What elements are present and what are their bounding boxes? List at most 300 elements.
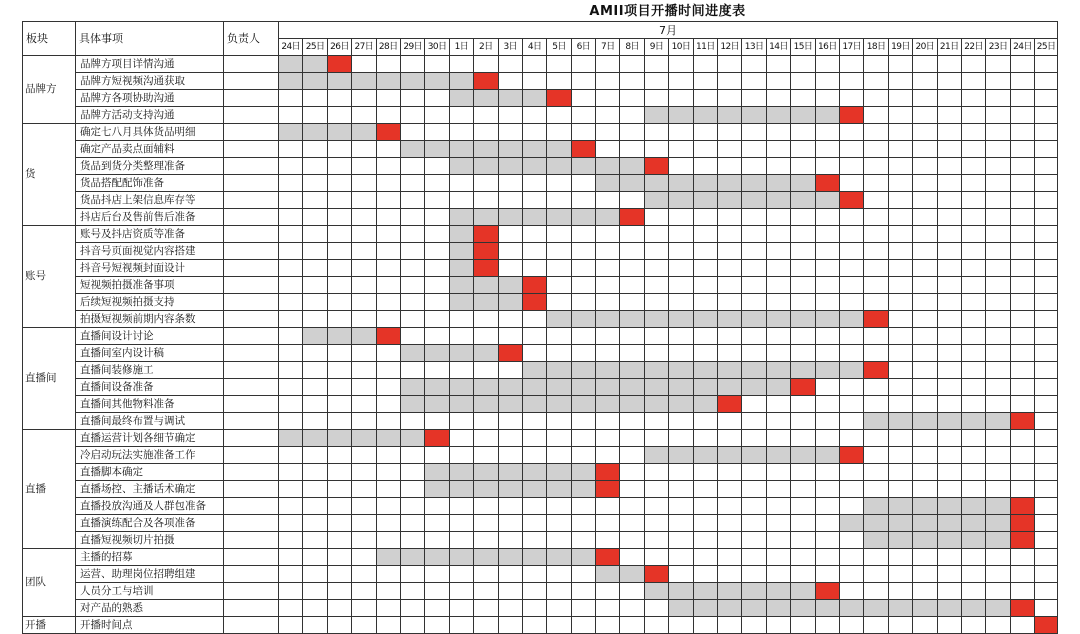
day-cell xyxy=(839,464,863,481)
day-cell xyxy=(815,345,839,362)
progress-cell xyxy=(547,549,571,566)
day-cell xyxy=(644,141,668,158)
day-cell xyxy=(961,175,985,192)
progress-cell xyxy=(498,549,522,566)
day-cell xyxy=(425,566,449,583)
day-cell xyxy=(742,413,766,430)
day-cell xyxy=(1010,294,1034,311)
progress-cell xyxy=(620,175,644,192)
day-cell xyxy=(547,124,571,141)
progress-cell xyxy=(937,532,961,549)
milestone-cell xyxy=(596,481,620,498)
task-row xyxy=(23,379,1058,396)
day-cell xyxy=(425,532,449,549)
task-name: 人员分工与培训 xyxy=(76,583,224,600)
day-cell xyxy=(425,413,449,430)
day-cell xyxy=(644,328,668,345)
day-cell xyxy=(791,396,815,413)
owner-cell xyxy=(224,294,279,311)
day-cell xyxy=(937,464,961,481)
day-cell xyxy=(474,124,498,141)
section-label: 货 xyxy=(23,124,76,226)
day-cell xyxy=(742,566,766,583)
day-header: 1日 xyxy=(449,39,473,56)
day-cell xyxy=(986,583,1010,600)
day-cell xyxy=(498,583,522,600)
day-cell xyxy=(986,90,1010,107)
task-row xyxy=(23,158,1058,175)
day-cell xyxy=(913,345,937,362)
day-cell xyxy=(474,600,498,617)
day-cell xyxy=(547,294,571,311)
day-cell xyxy=(547,107,571,124)
progress-cell xyxy=(669,107,693,124)
day-cell xyxy=(864,379,888,396)
day-cell xyxy=(498,328,522,345)
day-cell xyxy=(693,124,717,141)
day-cell xyxy=(352,362,376,379)
progress-cell xyxy=(913,498,937,515)
day-cell xyxy=(596,600,620,617)
day-cell xyxy=(937,260,961,277)
day-cell xyxy=(498,73,522,90)
day-cell xyxy=(961,107,985,124)
day-cell xyxy=(279,260,303,277)
progress-cell xyxy=(864,515,888,532)
day-cell xyxy=(961,583,985,600)
day-cell xyxy=(961,549,985,566)
day-cell xyxy=(303,617,327,634)
progress-cell xyxy=(547,362,571,379)
day-cell xyxy=(815,464,839,481)
progress-cell xyxy=(596,566,620,583)
day-cell xyxy=(498,226,522,243)
day-cell xyxy=(913,141,937,158)
day-cell xyxy=(376,345,400,362)
progress-cell xyxy=(571,362,595,379)
day-cell xyxy=(596,107,620,124)
day-cell xyxy=(766,430,790,447)
day-cell xyxy=(937,124,961,141)
progress-cell xyxy=(425,481,449,498)
day-cell xyxy=(400,413,424,430)
day-cell xyxy=(766,209,790,226)
day-cell xyxy=(571,345,595,362)
day-header: 28日 xyxy=(376,39,400,56)
day-cell xyxy=(279,447,303,464)
day-cell xyxy=(839,498,863,515)
milestone-cell xyxy=(522,294,546,311)
day-cell xyxy=(839,430,863,447)
day-cell xyxy=(303,192,327,209)
day-cell xyxy=(986,226,1010,243)
milestone-cell xyxy=(474,73,498,90)
day-cell xyxy=(400,532,424,549)
day-cell xyxy=(400,124,424,141)
day-cell xyxy=(693,277,717,294)
owner-cell xyxy=(224,56,279,73)
day-cell xyxy=(1035,158,1058,175)
progress-cell xyxy=(888,498,912,515)
progress-cell xyxy=(766,362,790,379)
day-cell xyxy=(888,141,912,158)
day-cell xyxy=(1010,464,1034,481)
day-cell xyxy=(839,617,863,634)
day-cell xyxy=(937,345,961,362)
progress-cell xyxy=(693,379,717,396)
day-cell xyxy=(864,260,888,277)
task-name: 品牌方活动支持沟通 xyxy=(76,107,224,124)
day-cell xyxy=(400,107,424,124)
day-cell xyxy=(1035,498,1058,515)
day-cell xyxy=(1010,260,1034,277)
day-cell xyxy=(571,515,595,532)
day-cell xyxy=(303,549,327,566)
day-cell xyxy=(596,328,620,345)
progress-cell xyxy=(522,396,546,413)
day-cell xyxy=(742,617,766,634)
task-row xyxy=(23,430,1058,447)
day-cell xyxy=(279,328,303,345)
progress-cell xyxy=(596,209,620,226)
day-cell xyxy=(474,566,498,583)
day-cell xyxy=(449,362,473,379)
day-cell xyxy=(644,515,668,532)
progress-cell xyxy=(596,362,620,379)
progress-cell xyxy=(376,430,400,447)
day-cell xyxy=(693,260,717,277)
day-cell xyxy=(669,481,693,498)
day-cell xyxy=(400,243,424,260)
day-cell xyxy=(888,311,912,328)
day-header: 10日 xyxy=(669,39,693,56)
progress-cell xyxy=(669,600,693,617)
day-cell xyxy=(937,396,961,413)
day-cell xyxy=(547,413,571,430)
day-cell xyxy=(1010,243,1034,260)
day-cell xyxy=(620,192,644,209)
progress-cell xyxy=(620,311,644,328)
day-cell xyxy=(644,498,668,515)
day-cell xyxy=(693,328,717,345)
day-cell xyxy=(620,328,644,345)
milestone-cell xyxy=(1010,515,1034,532)
progress-cell xyxy=(400,345,424,362)
day-cell xyxy=(864,549,888,566)
day-cell xyxy=(596,583,620,600)
day-cell xyxy=(425,600,449,617)
day-cell xyxy=(547,515,571,532)
task-name: 开播时间点 xyxy=(76,617,224,634)
day-cell xyxy=(669,124,693,141)
progress-cell xyxy=(766,175,790,192)
progress-cell xyxy=(400,141,424,158)
day-cell xyxy=(791,345,815,362)
day-cell xyxy=(400,515,424,532)
day-cell xyxy=(327,107,351,124)
progress-cell xyxy=(620,158,644,175)
progress-cell xyxy=(742,600,766,617)
day-cell xyxy=(986,311,1010,328)
progress-cell xyxy=(547,464,571,481)
day-cell xyxy=(766,141,790,158)
progress-cell xyxy=(766,600,790,617)
day-header: 2日 xyxy=(474,39,498,56)
day-cell xyxy=(620,107,644,124)
day-cell xyxy=(352,107,376,124)
progress-cell xyxy=(644,192,668,209)
progress-cell xyxy=(718,107,742,124)
task-row xyxy=(23,311,1058,328)
day-cell xyxy=(864,277,888,294)
day-cell xyxy=(327,345,351,362)
day-cell xyxy=(352,583,376,600)
day-cell xyxy=(766,617,790,634)
day-cell xyxy=(620,549,644,566)
progress-cell xyxy=(474,209,498,226)
day-cell xyxy=(937,175,961,192)
day-cell xyxy=(279,515,303,532)
task-name: 直播脚本确定 xyxy=(76,464,224,481)
owner-cell xyxy=(224,243,279,260)
day-cell xyxy=(376,532,400,549)
day-cell xyxy=(279,481,303,498)
day-cell xyxy=(498,243,522,260)
day-cell xyxy=(279,277,303,294)
task-name: 账号及抖店资质等准备 xyxy=(76,226,224,243)
day-cell xyxy=(303,107,327,124)
day-cell xyxy=(327,158,351,175)
day-cell xyxy=(986,260,1010,277)
task-name: 主播的招募 xyxy=(76,549,224,566)
day-header: 23日 xyxy=(986,39,1010,56)
day-cell xyxy=(961,362,985,379)
progress-cell xyxy=(815,447,839,464)
day-cell xyxy=(913,158,937,175)
day-cell xyxy=(669,413,693,430)
day-cell xyxy=(986,175,1010,192)
day-cell xyxy=(864,226,888,243)
progress-cell xyxy=(791,192,815,209)
day-cell xyxy=(547,566,571,583)
day-cell xyxy=(352,175,376,192)
day-cell xyxy=(279,175,303,192)
progress-cell xyxy=(449,549,473,566)
day-cell xyxy=(498,515,522,532)
day-cell xyxy=(986,464,1010,481)
day-cell xyxy=(669,515,693,532)
day-cell xyxy=(449,175,473,192)
progress-cell xyxy=(644,396,668,413)
day-cell xyxy=(352,566,376,583)
progress-cell xyxy=(498,158,522,175)
day-cell xyxy=(888,362,912,379)
owner-cell xyxy=(224,175,279,192)
day-cell xyxy=(279,413,303,430)
progress-cell xyxy=(961,515,985,532)
day-cell xyxy=(766,277,790,294)
progress-cell xyxy=(498,481,522,498)
day-cell xyxy=(522,515,546,532)
day-cell xyxy=(815,277,839,294)
day-cell xyxy=(474,583,498,600)
task-name: 直播间其他物料准备 xyxy=(76,396,224,413)
day-cell xyxy=(1035,226,1058,243)
day-cell xyxy=(303,277,327,294)
day-cell xyxy=(547,498,571,515)
day-cell xyxy=(766,345,790,362)
task-row xyxy=(23,73,1058,90)
progress-cell xyxy=(474,158,498,175)
day-cell xyxy=(815,430,839,447)
day-cell xyxy=(937,481,961,498)
day-cell xyxy=(791,73,815,90)
progress-cell xyxy=(986,413,1010,430)
day-cell xyxy=(669,617,693,634)
milestone-cell xyxy=(498,345,522,362)
progress-cell xyxy=(669,192,693,209)
progress-cell xyxy=(864,498,888,515)
progress-cell xyxy=(474,141,498,158)
day-cell xyxy=(669,464,693,481)
progress-cell xyxy=(644,175,668,192)
progress-cell xyxy=(693,600,717,617)
day-cell xyxy=(913,124,937,141)
day-cell xyxy=(596,56,620,73)
day-cell xyxy=(327,209,351,226)
day-cell xyxy=(571,73,595,90)
progress-cell xyxy=(474,379,498,396)
day-cell xyxy=(718,209,742,226)
milestone-cell xyxy=(1035,617,1058,634)
progress-cell xyxy=(571,311,595,328)
day-cell xyxy=(1035,328,1058,345)
day-cell xyxy=(693,73,717,90)
day-cell xyxy=(718,464,742,481)
day-cell xyxy=(791,532,815,549)
day-cell xyxy=(1035,481,1058,498)
day-cell xyxy=(352,600,376,617)
day-cell xyxy=(376,396,400,413)
progress-cell xyxy=(571,481,595,498)
day-cell xyxy=(693,515,717,532)
day-header: 19日 xyxy=(888,39,912,56)
day-cell xyxy=(596,73,620,90)
day-cell xyxy=(986,566,1010,583)
day-header: 27日 xyxy=(352,39,376,56)
day-cell xyxy=(913,311,937,328)
day-cell xyxy=(644,413,668,430)
progress-cell xyxy=(937,600,961,617)
day-cell xyxy=(522,532,546,549)
progress-cell xyxy=(937,498,961,515)
day-cell xyxy=(449,430,473,447)
day-cell xyxy=(766,243,790,260)
milestone-cell xyxy=(571,141,595,158)
day-cell xyxy=(596,243,620,260)
owner-cell xyxy=(224,277,279,294)
day-cell xyxy=(376,226,400,243)
section-label: 直播 xyxy=(23,430,76,549)
day-cell xyxy=(449,192,473,209)
day-cell xyxy=(1010,311,1034,328)
day-cell xyxy=(986,617,1010,634)
day-cell xyxy=(766,90,790,107)
progress-cell xyxy=(547,209,571,226)
day-cell xyxy=(693,566,717,583)
header-row-1 xyxy=(23,22,1058,39)
day-cell xyxy=(1010,447,1034,464)
progress-cell xyxy=(425,396,449,413)
day-header: 24日 xyxy=(1010,39,1034,56)
day-cell xyxy=(718,73,742,90)
progress-cell xyxy=(791,175,815,192)
day-cell xyxy=(815,260,839,277)
day-cell xyxy=(913,243,937,260)
day-cell xyxy=(1035,515,1058,532)
day-cell xyxy=(718,226,742,243)
day-cell xyxy=(522,413,546,430)
day-cell xyxy=(1035,464,1058,481)
day-cell xyxy=(986,107,1010,124)
day-cell xyxy=(279,396,303,413)
day-cell xyxy=(620,413,644,430)
day-cell xyxy=(791,498,815,515)
day-cell xyxy=(742,73,766,90)
day-cell xyxy=(498,430,522,447)
day-cell xyxy=(815,141,839,158)
day-cell xyxy=(303,566,327,583)
day-cell xyxy=(1035,243,1058,260)
progress-cell xyxy=(303,124,327,141)
day-cell xyxy=(571,430,595,447)
day-cell xyxy=(376,209,400,226)
day-cell xyxy=(644,294,668,311)
day-cell xyxy=(474,617,498,634)
day-cell xyxy=(376,192,400,209)
day-cell xyxy=(815,226,839,243)
day-cell xyxy=(449,600,473,617)
progress-cell xyxy=(986,600,1010,617)
day-cell xyxy=(474,311,498,328)
day-cell xyxy=(596,617,620,634)
day-cell xyxy=(449,56,473,73)
day-cell xyxy=(327,260,351,277)
day-cell xyxy=(839,124,863,141)
day-cell xyxy=(1035,566,1058,583)
progress-cell xyxy=(864,532,888,549)
day-cell xyxy=(596,498,620,515)
day-header: 8日 xyxy=(620,39,644,56)
day-cell xyxy=(400,328,424,345)
day-cell xyxy=(644,600,668,617)
day-cell xyxy=(352,481,376,498)
day-cell xyxy=(864,464,888,481)
day-cell xyxy=(864,328,888,345)
day-cell xyxy=(547,532,571,549)
day-cell xyxy=(449,583,473,600)
day-cell xyxy=(742,124,766,141)
day-cell xyxy=(498,124,522,141)
day-cell xyxy=(352,311,376,328)
progress-cell xyxy=(986,498,1010,515)
day-cell xyxy=(766,532,790,549)
section-label: 直播间 xyxy=(23,328,76,430)
progress-cell xyxy=(815,311,839,328)
day-cell xyxy=(352,515,376,532)
day-header: 7日 xyxy=(596,39,620,56)
task-name: 直播间装修施工 xyxy=(76,362,224,379)
